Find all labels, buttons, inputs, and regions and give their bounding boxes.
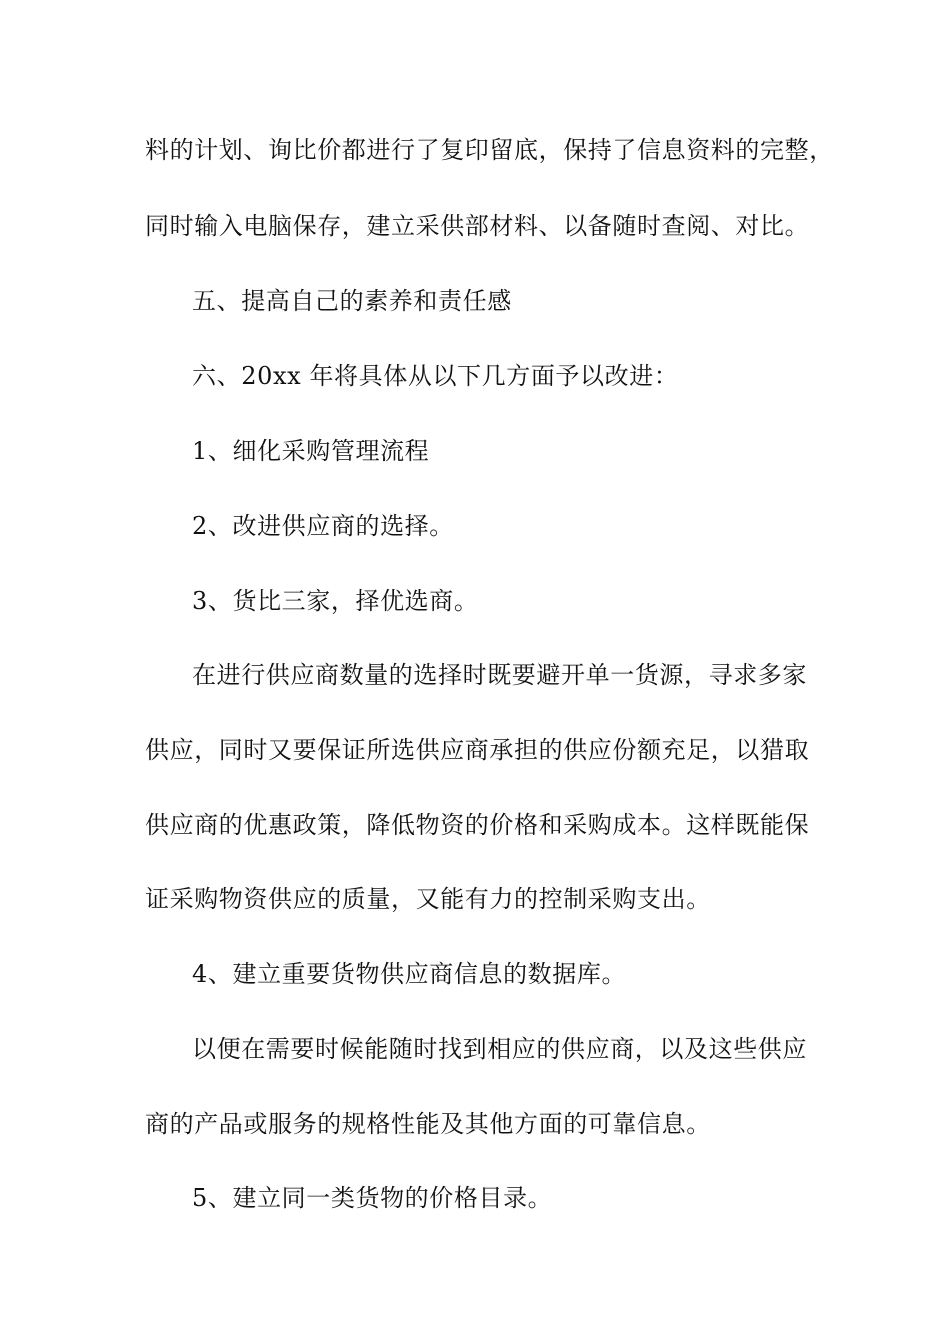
paragraph-line: 商的产品或服务的规格性能及其他方面的可靠信息。 xyxy=(145,1110,711,1138)
list-item: 1、细化采购管理流程 xyxy=(192,437,430,465)
paragraph-line: 料的计划、询比价都进行了复印留底，保持了信息资料的完整， xyxy=(145,136,834,164)
list-item: 3、货比三家，择优选商。 xyxy=(192,587,479,615)
list-item: 2、改进供应商的选择。 xyxy=(192,512,454,540)
paragraph-line: 证采购物资供应的质量，又能有力的控制采购支出。 xyxy=(145,885,711,913)
paragraph-line: 供应商的优惠政策，降低物资的价格和采购成本。这样既能保 xyxy=(145,811,810,839)
list-item: 4、建立重要货物供应商信息的数据库。 xyxy=(192,960,627,988)
paragraph-line: 供应，同时又要保证所选供应商承担的供应份额充足，以猎取 xyxy=(145,736,810,764)
paragraph-line: 在进行供应商数量的选择时既要避开单一货源，寻求多家 xyxy=(192,661,807,689)
section-heading: 五、提高自己的素养和责任感 xyxy=(192,287,512,315)
list-item: 5、建立同一类货物的价格目录。 xyxy=(192,1184,553,1212)
section-heading: 六、20xx 年将具体从以下几方面予以改进： xyxy=(192,362,679,390)
paragraph-line: 同时输入电脑保存，建立采供部材料、以备随时查阅、对比。 xyxy=(145,212,810,240)
paragraph-line: 以便在需要时候能随时找到相应的供应商，以及这些供应 xyxy=(192,1035,807,1063)
